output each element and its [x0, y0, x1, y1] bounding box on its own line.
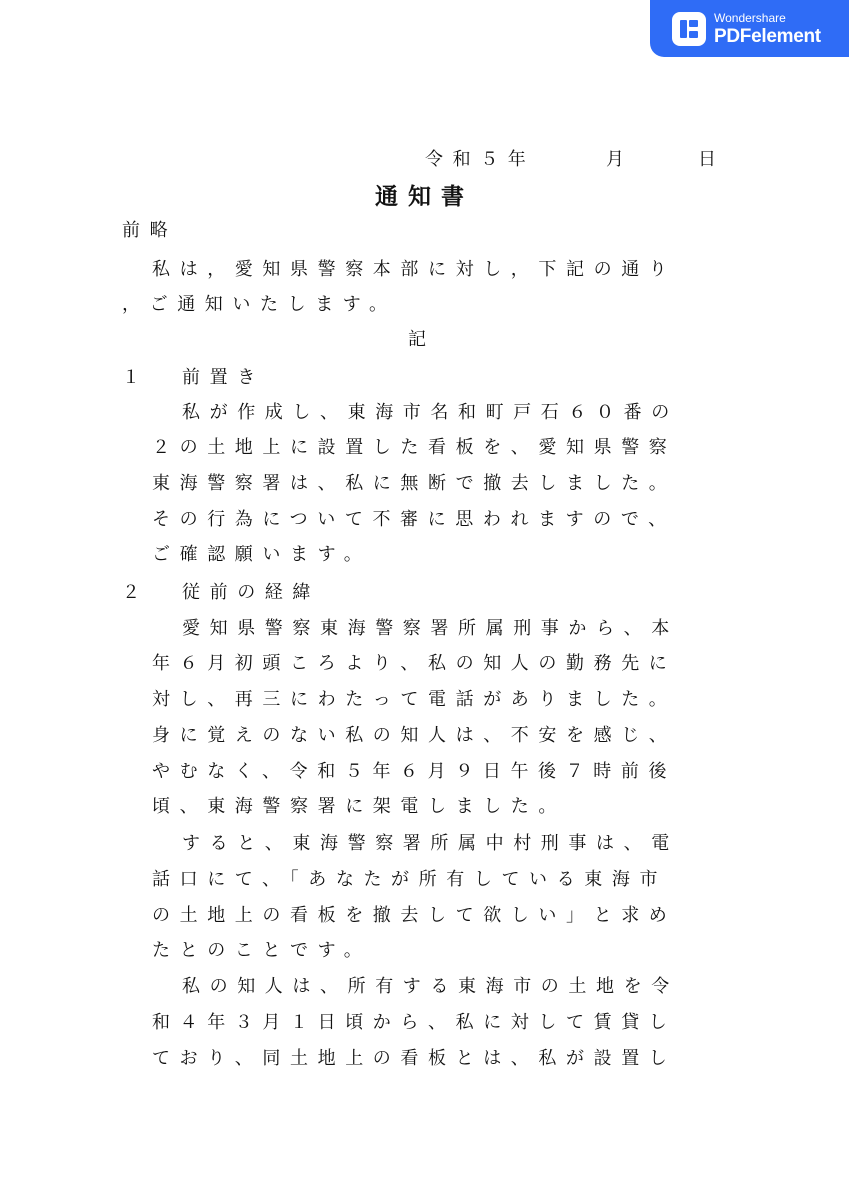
section-1-line: ２の土地上に設置した看板を、愛知県警察: [152, 437, 677, 458]
watermark-product: PDFelement: [714, 25, 821, 47]
date-day: 日: [698, 149, 726, 170]
section-2-heading: 従前の経緯: [182, 582, 320, 603]
ki-heading: 記: [408, 329, 436, 350]
section-2-line: の土地上の看板を撤去して欲しい」と求め: [152, 905, 677, 926]
pdfelement-logo-icon: [672, 12, 706, 46]
section-2-line: 対し、再三にわたって電話がありました。: [152, 689, 677, 710]
intro-line-2: ，ご通知いたします。: [122, 294, 397, 315]
date-era-year: 令和５年: [425, 149, 536, 170]
section-2-line: たとのことです。: [152, 940, 372, 961]
date-month: 月: [606, 149, 634, 170]
watermark-text: [714, 12, 821, 46]
section-1-line: 私が作成し、東海市名和町戸石６０番の: [182, 402, 679, 423]
section-1-number: １: [122, 367, 140, 388]
section-1-line: 東海警察署は、私に無断で撤去しました。: [152, 473, 677, 494]
section-2-line: 話口にて、「あなたが所有している東海市: [152, 869, 668, 890]
section-2-line: ており、同土地上の看板とは、私が設置し: [152, 1048, 677, 1069]
section-2-line: 身に覚えのない私の知人は、不安を感じ、: [152, 725, 677, 746]
pdfelement-watermark: [650, 0, 849, 57]
section-1-line: その行為について不審に思われますので、: [152, 509, 676, 530]
section-2-line: 頃、東海警察署に架電しました。: [152, 796, 566, 817]
section-2-number: ２: [122, 582, 140, 603]
section-2-line: 年６月初頭ころより、私の知人の勤務先に: [152, 653, 677, 674]
section-2-line: 愛知県警察東海警察署所属刑事から、本: [182, 618, 679, 639]
section-2-line: 和４年３月１日頃から、私に対して賃貸し: [152, 1012, 677, 1033]
intro-line-1: 私は，愛知県警察本部に対し，下記の通り: [152, 259, 677, 280]
section-2-line: すると、東海警察署所属中村刑事は、電: [182, 833, 679, 854]
section-1-heading: 前置き: [182, 367, 265, 388]
section-1-line: ご確認願います。: [152, 544, 372, 565]
section-2-line: やむなく、令和５年６月９日午後７時前後: [152, 761, 677, 782]
salutation: 前略: [122, 220, 178, 241]
section-2-line: 私の知人は、所有する東海市の土地を令: [182, 976, 679, 997]
watermark-brand: Wondershare: [714, 10, 786, 25]
document-title: 通知書: [375, 183, 474, 210]
